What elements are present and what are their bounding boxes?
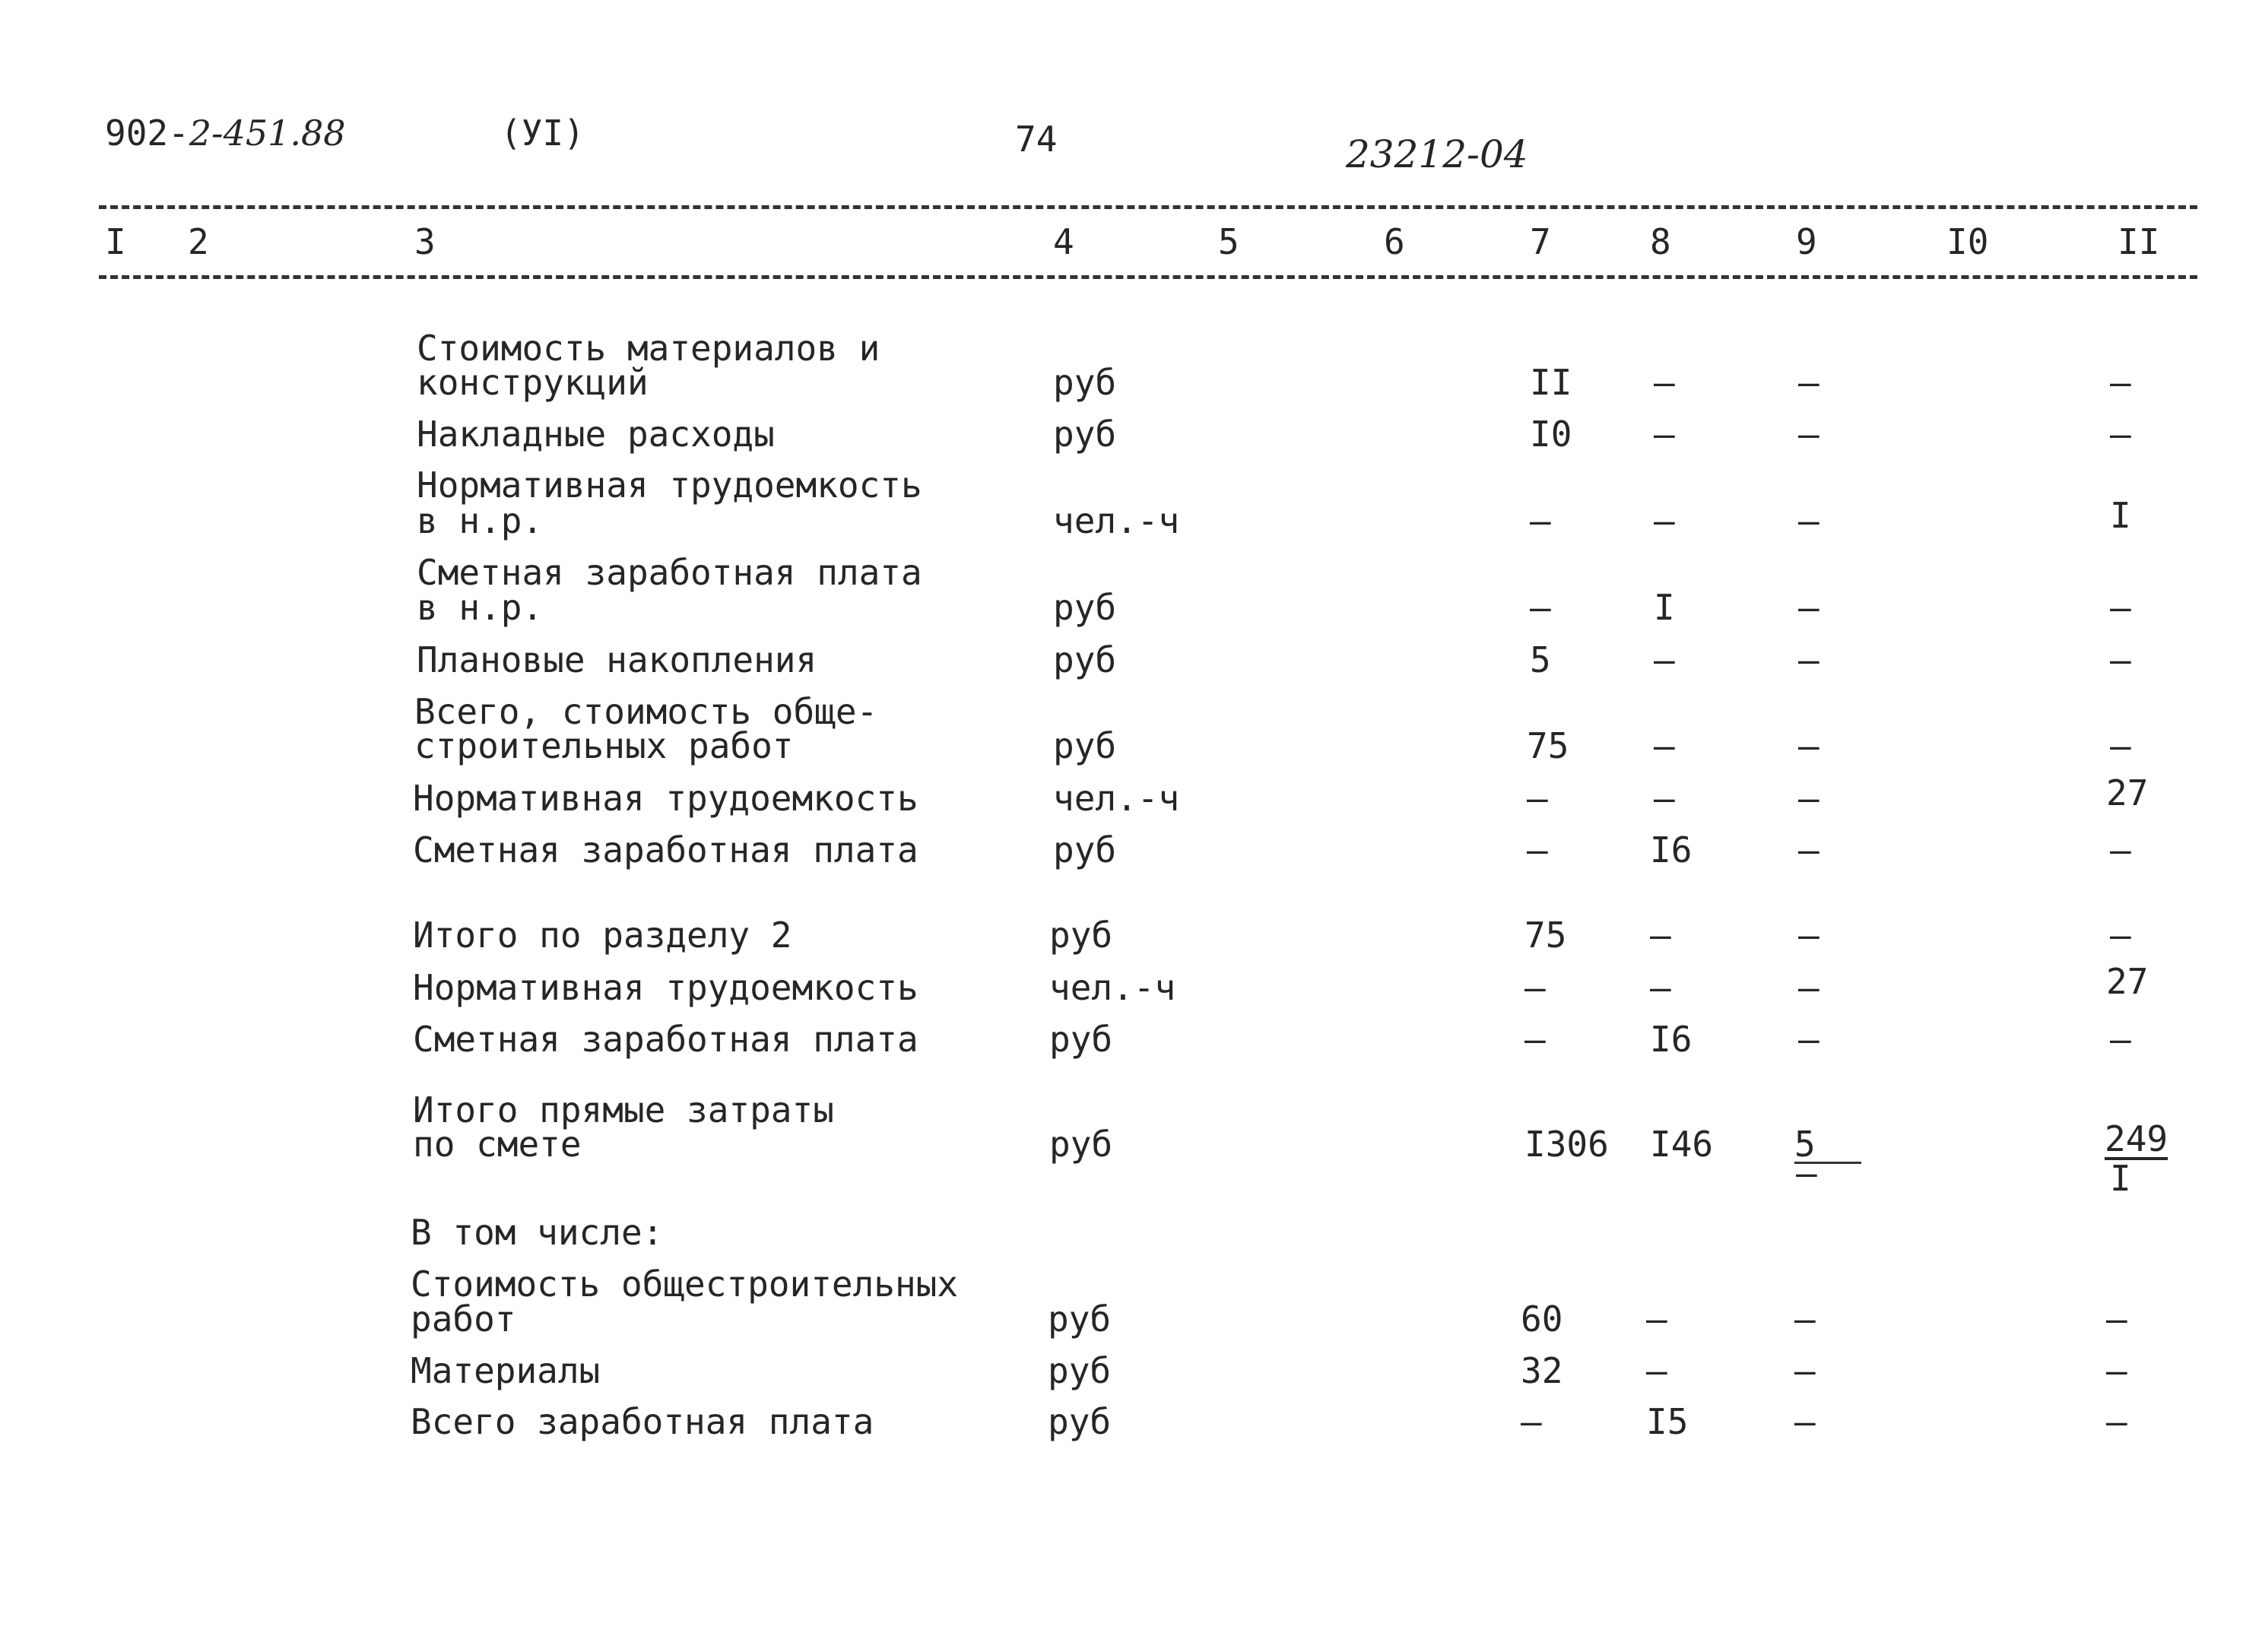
cell-col8: I46 [1650,1124,1714,1165]
column-header: 6 [1384,221,1405,262]
row-unit: руб [1053,362,1117,403]
cell-col7: – [1524,1019,1546,1060]
row-label: Нормативная трудоемкость [413,967,918,1008]
cell-col9: – [1794,1298,1816,1340]
row-label: строительных работ [414,725,794,766]
row-label: Нормативная трудоемкость [417,465,922,506]
cell-col9: – [1798,362,1819,403]
row-unit: руб [1053,414,1117,455]
cell-col7: II [1530,362,1572,403]
row-unit: руб [1053,725,1117,766]
row-label: Плановые накопления [417,639,817,680]
cell-col8: I6 [1650,1019,1693,1060]
row-label: Стоимость материалов и [417,328,880,369]
row-label: по смете [413,1124,582,1165]
column-header: I0 [1946,221,1989,262]
cell-col11: – [2110,1019,2131,1060]
cell-col7: I306 [1524,1124,1609,1165]
cell-col11: – [2106,1401,2127,1442]
row-unit: чел.-ч [1049,967,1176,1008]
row-unit: руб [1048,1298,1112,1340]
cell-col9: – [1798,829,1819,870]
cell-col11: I [2110,495,2131,536]
cell-col8: – [1654,414,1675,455]
row-unit: чел.-ч [1053,500,1180,541]
row-unit: руб [1048,1401,1112,1442]
cell-col9-sub: – [1796,1153,1817,1194]
cell-col11: – [2110,725,2131,766]
cell-col8: – [1654,362,1675,403]
row-label: Накладные расходы [417,414,775,455]
cell-col8: – [1650,915,1671,956]
row-unit: руб [1049,915,1113,956]
row-label: конструкций [417,362,649,403]
cell-col11: – [2110,587,2131,628]
row-unit: руб [1049,1124,1113,1165]
column-header: II [2118,221,2160,262]
row-unit: чел.-ч [1053,778,1180,819]
header-top-rule [99,205,2197,209]
row-label: Сметная заработная плата [413,1019,918,1060]
column-header: 4 [1053,221,1074,262]
handwritten-number: 23212-04 [1346,132,1528,176]
cell-col7: 5 [1530,639,1551,680]
cell-col7: 75 [1524,915,1567,956]
column-header: 5 [1218,221,1239,262]
volume-number: (УI) [500,113,585,154]
cell-col8: – [1654,725,1675,766]
row-label: Всего, стоимость обще- [414,691,878,732]
cell-col7: – [1527,829,1548,870]
row-label: Сметная заработная плата [417,552,922,593]
cell-col11: – [2106,1298,2127,1340]
cell-col8: – [1654,639,1675,680]
cell-col8: – [1646,1350,1667,1391]
cell-col8: – [1646,1298,1667,1340]
document-code [105,113,346,154]
column-header: I [105,221,126,262]
cell-col7: – [1524,967,1546,1008]
cell-col7: 32 [1521,1350,1563,1391]
cell-col7: I0 [1530,414,1572,455]
row-unit: руб [1053,639,1117,680]
row-label: Сметная заработная плата [413,829,918,870]
cell-col7: – [1530,500,1551,541]
cell-col11: – [2110,915,2131,956]
cell-col11: 27 [2106,772,2149,813]
column-header: 2 [188,221,209,262]
cell-col11: – [2110,639,2131,680]
document-code-handwritten: 2-451.88 [189,113,346,154]
cell-col7: – [1530,587,1551,628]
cell-col9: – [1794,1350,1816,1391]
cell-col11: – [2110,414,2131,455]
cell-col11-sub: I [2110,1158,2131,1199]
cell-col11: – [2106,1350,2127,1391]
cell-col8: I6 [1650,829,1693,870]
row-label: Всего заработная плата [411,1401,874,1442]
cell-col7: – [1527,778,1548,819]
cell-col8: – [1650,967,1671,1008]
cell-col8: I [1654,587,1675,628]
cell-col8: I5 [1646,1401,1689,1442]
row-label: Итого по разделу 2 [413,915,792,956]
cell-col9: – [1794,1401,1816,1442]
row-unit: руб [1053,587,1117,628]
row-label: Нормативная трудоемкость [413,778,918,819]
row-unit: руб [1049,1019,1113,1060]
cell-col9: – [1798,915,1819,956]
column-header: 9 [1796,221,1817,262]
row-label: Итого прямые затраты [413,1089,834,1130]
cell-col11: – [2110,362,2131,403]
row-label: Стоимость общестроительных [411,1264,959,1305]
column-header: 3 [414,221,436,262]
cell-col9: – [1798,967,1819,1008]
cell-col9: – [1798,725,1819,766]
cell-col9: – [1798,1019,1819,1060]
cell-col9: 5 [1794,1127,1861,1164]
cell-col9: – [1798,778,1819,819]
cell-col7: 60 [1521,1298,1563,1340]
document-code-printed: 902- [105,113,189,154]
column-header: 7 [1530,221,1551,262]
row-unit: руб [1048,1350,1112,1391]
cell-col7: 75 [1527,725,1569,766]
cell-col8: – [1654,778,1675,819]
row-label: в н.р. [417,587,544,628]
cell-col9: – [1798,587,1819,628]
cell-col9: – [1798,500,1819,541]
cell-col7: – [1521,1401,1542,1442]
cell-col11: 249 [2105,1118,2168,1159]
page-number: 74 [1015,119,1058,160]
cell-col9: – [1798,639,1819,680]
row-label: В том числе: [411,1212,664,1253]
row-label: работ [411,1298,516,1340]
row-label: в н.р. [417,500,544,541]
header-bottom-rule [99,275,2197,279]
row-label: Материалы [411,1350,601,1391]
column-header: 8 [1650,221,1671,262]
cell-col11: – [2110,829,2131,870]
cell-col9: – [1798,414,1819,455]
cell-col11: 27 [2106,961,2149,1002]
row-unit: руб [1053,829,1117,870]
cell-col8: – [1654,500,1675,541]
